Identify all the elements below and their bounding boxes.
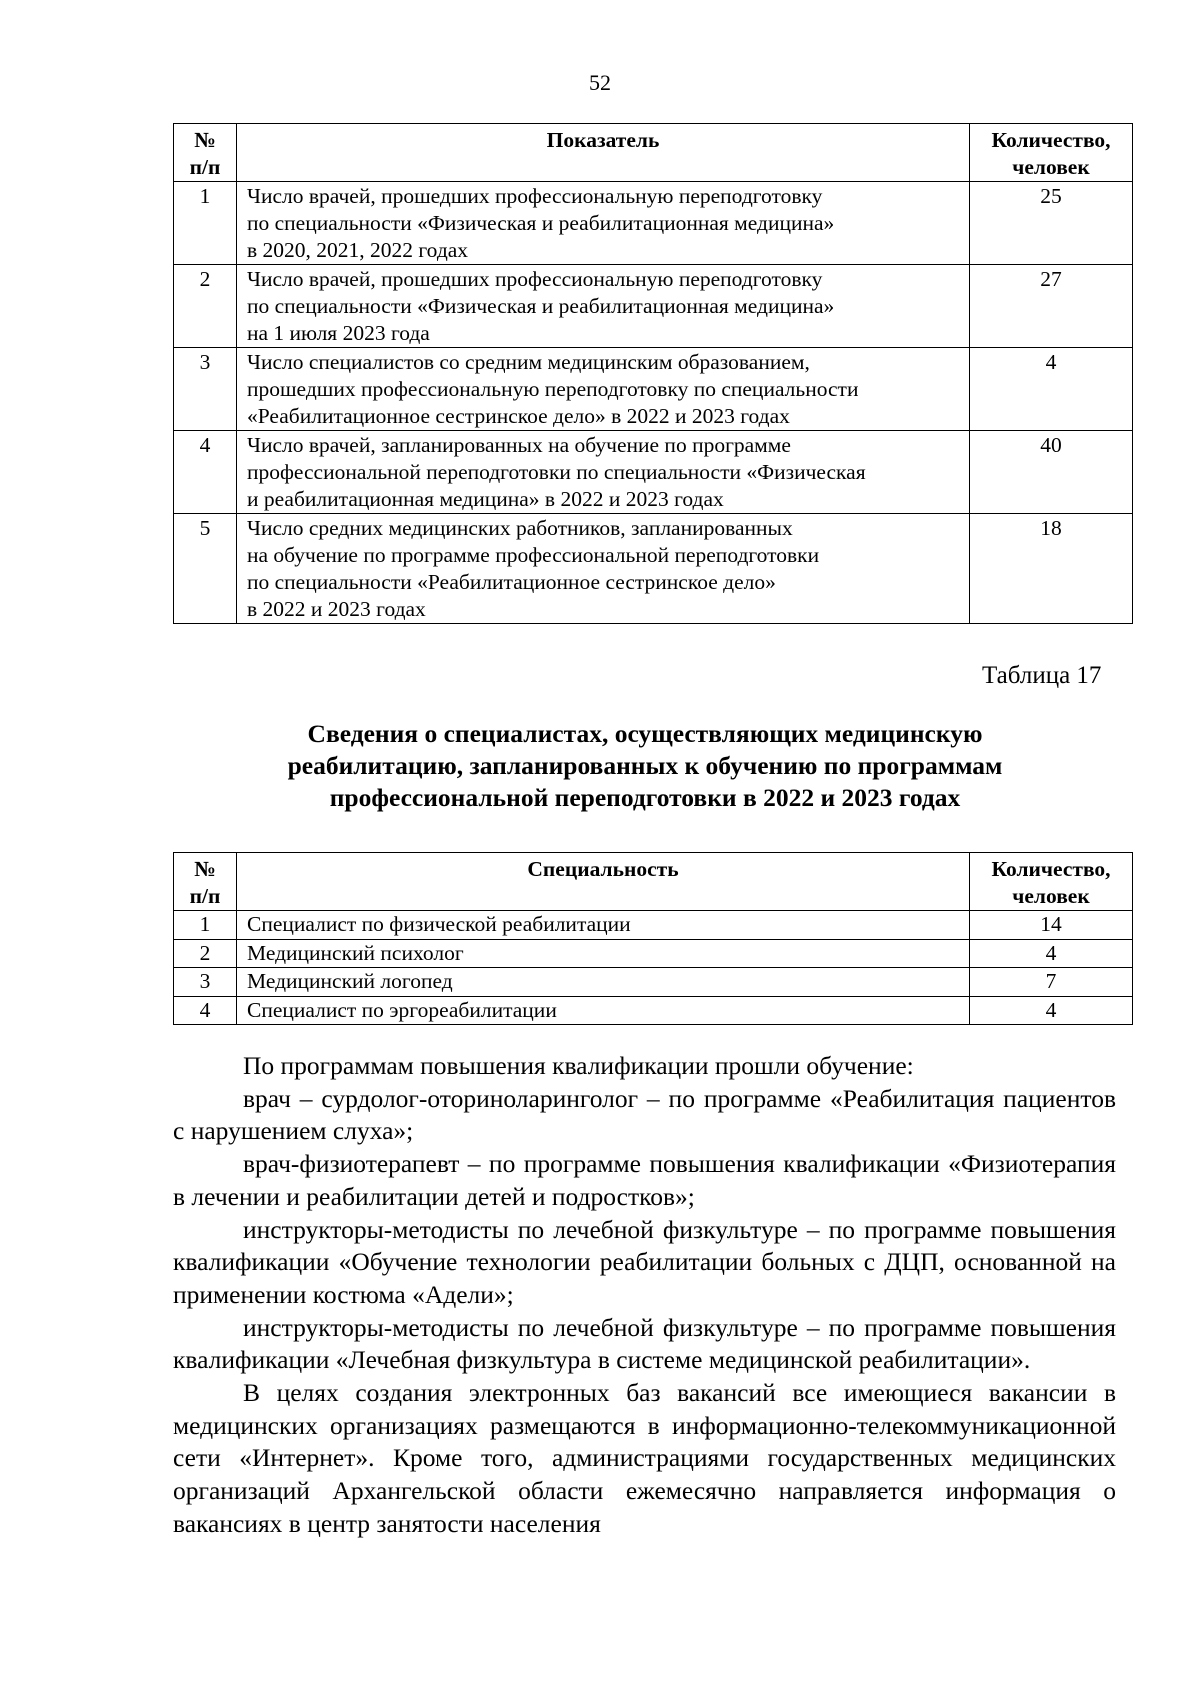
- paragraph: В целях создания электронных баз вакансий все имеющиеся вакансии в медицинских организациях размещаются в информационно-телекоммуникационной сети «Интернет». Кроме того, администрациями государственных медицинских организаций Архангельской области ежемесячно направляется информация о вакансиях в центр занятости населения: [173, 1378, 1116, 1538]
- indicator-line: Число врачей, запланированных на обучение по программе: [247, 433, 791, 457]
- header-quantity: [970, 124, 1133, 182]
- row-number: 4: [174, 431, 237, 514]
- table-row: [174, 182, 1133, 265]
- row-quantity: 4: [970, 996, 1133, 1025]
- row-quantity: 27: [970, 265, 1133, 348]
- paragraph: инструкторы-методисты по лечебной физкультуре – по программе повышения квалификации «Лечебная физкультура в системе медицинской реабилитации».: [173, 1312, 1116, 1375]
- table-label: Таблица 17: [982, 662, 1102, 689]
- indicator-line: Число врачей, прошедших профессиональную переподготовку: [247, 184, 823, 208]
- header-quantity-line: человек: [1012, 155, 1090, 179]
- indicator-line: по специальности «Физическая и реабилитационная медицина»: [247, 294, 835, 318]
- table-row: [174, 911, 1133, 940]
- indicator-line: в 2020, 2021, 2022 годах: [247, 238, 469, 262]
- row-number: 1: [174, 911, 237, 940]
- row-number: 1: [174, 182, 237, 265]
- row-number: 3: [174, 968, 237, 997]
- table-title: [0, 718, 1200, 814]
- indicator-line: Число специалистов со средним медицинским образованием,: [247, 350, 810, 374]
- row-quantity: 40: [970, 431, 1133, 514]
- row-indicator: [237, 348, 970, 431]
- indicator-line: «Реабилитационное сестринское дело» в 2022 и 2023 годах: [247, 404, 790, 428]
- table-title-line: реабилитацию, запланированных к обучению по программам: [287, 751, 1003, 780]
- row-quantity: 7: [970, 968, 1133, 997]
- header-number-line: п/п: [189, 884, 221, 908]
- table-header-row: [174, 853, 1133, 911]
- indicator-line: Число врачей, прошедших профессиональную переподготовку: [247, 267, 823, 291]
- table-row: [174, 939, 1133, 968]
- row-quantity: 18: [970, 514, 1133, 624]
- header-number-line: №: [194, 128, 216, 152]
- header-number-line: п/п: [189, 155, 221, 179]
- body-text: [173, 1050, 1116, 1541]
- table-row: [174, 265, 1133, 348]
- table-title-line: профессиональной переподготовки в 2022 и 2023 годах: [329, 783, 961, 812]
- paragraph: врач-физиотерапевт – по программе повышения квалификации «Физиотерапия в лечении и реабилитации детей и подростков»;: [173, 1149, 1116, 1211]
- table-row: [174, 996, 1133, 1025]
- row-indicator: [237, 182, 970, 265]
- table-row: [174, 514, 1133, 624]
- indicator-line: в 2022 и 2023 годах: [247, 597, 426, 621]
- table-row: [174, 431, 1133, 514]
- row-quantity: 25: [970, 182, 1133, 265]
- row-quantity: 14: [970, 911, 1133, 940]
- indicator-line: по специальности «Физическая и реабилитационная медицина»: [247, 211, 835, 235]
- table-header-row: [174, 124, 1133, 182]
- header-number: [174, 853, 237, 911]
- row-quantity: 4: [970, 348, 1133, 431]
- row-number: 2: [174, 265, 237, 348]
- row-number: 5: [174, 514, 237, 624]
- row-number: 4: [174, 996, 237, 1025]
- header-specialty: Специальность: [237, 853, 970, 911]
- indicator-line: на 1 июля 2023 года: [247, 321, 430, 345]
- paragraph: врач – сурдолог-оториноларинголог – по программе «Реабилитация пациентов с нарушением слуха»;: [173, 1083, 1116, 1146]
- header-number-line: №: [194, 857, 216, 881]
- indicator-line: на обучение по программе профессиональной переподготовки: [247, 543, 820, 567]
- row-specialty: Медицинский логопед: [237, 968, 970, 997]
- page-number: 52: [589, 70, 611, 95]
- header-quantity-line: Количество,: [991, 857, 1111, 881]
- row-specialty: Медицинский психолог: [237, 939, 970, 968]
- table-row: [174, 968, 1133, 997]
- row-specialty: Специалист по эргореабилитации: [237, 996, 970, 1025]
- indicator-line: Число средних медицинских работников, запланированных: [247, 516, 793, 540]
- indicator-line: прошедших профессиональную переподготовку по специальности: [247, 377, 859, 401]
- header-indicator: Показатель: [237, 124, 970, 182]
- row-indicator: [237, 431, 970, 514]
- row-indicator: [237, 265, 970, 348]
- paragraph: По программам повышения квалификации прошли обучение:: [243, 1051, 914, 1080]
- header-quantity-line: человек: [1012, 884, 1090, 908]
- row-quantity: 4: [970, 939, 1133, 968]
- paragraph: инструкторы-методисты по лечебной физкультуре – по программе повышения квалификации «Обучение технологии реабилитации больных с ДЦП, основанной на применении костюма «Адели»;: [173, 1214, 1116, 1309]
- header-quantity: [970, 853, 1133, 911]
- table-row: [174, 348, 1133, 431]
- row-specialty: Специалист по физической реабилитации: [237, 911, 970, 940]
- row-number: 3: [174, 348, 237, 431]
- header-quantity-line: Количество,: [991, 128, 1111, 152]
- indicator-line: профессиональной переподготовки по специальности «Физическая: [247, 460, 866, 484]
- indicators-table: [173, 123, 1133, 624]
- specialists-table: [173, 852, 1133, 1025]
- header-number: [174, 124, 237, 182]
- indicator-line: и реабилитационная медицина» в 2022 и 2023 годах: [247, 487, 724, 511]
- row-indicator: [237, 514, 970, 624]
- table-title-line: Сведения о специалистах, осуществляющих медицинскую: [307, 719, 983, 748]
- row-number: 2: [174, 939, 237, 968]
- indicator-line: по специальности «Реабилитационное сестринское дело»: [247, 570, 776, 594]
